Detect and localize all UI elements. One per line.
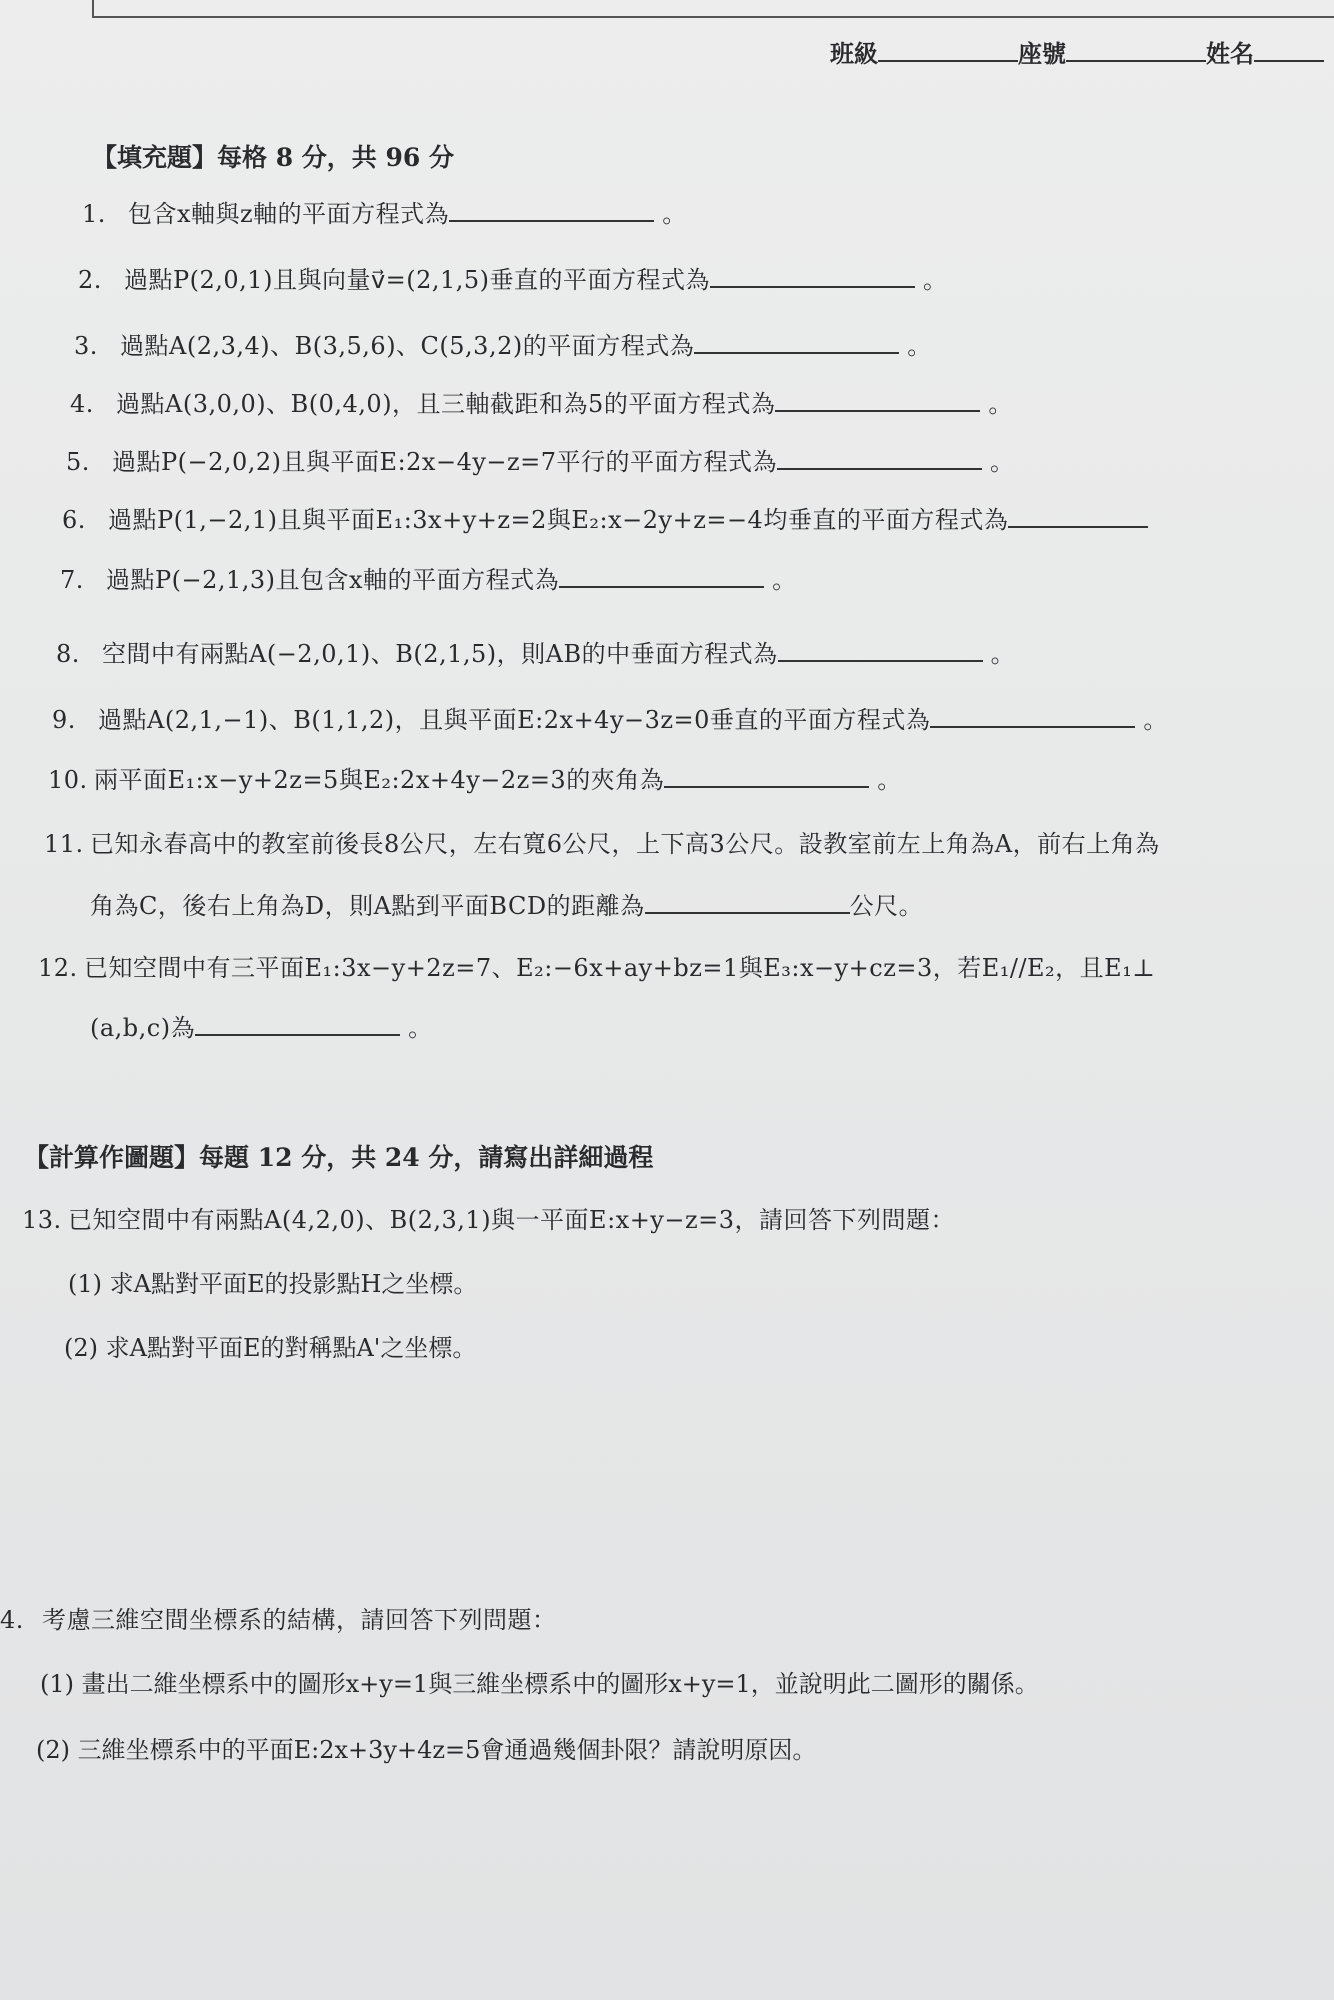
question-2: 2. 過點P(2,0,1)且與向量v⃗=(2,1,5)垂直的平面方程式為 。 (78, 260, 948, 295)
question-6: 6. 過點P(1,−2,1)且與平面E₁:3x+y+z=2與E₂:x−2y+z=−4均垂直的平面方程式為 (62, 500, 1148, 535)
question-14: 4. 考慮三維空間坐標系的結構，請回答下列問題： (0, 1606, 557, 1634)
question-9: 9. 過點A(2,1,−1)、B(1,1,2)，且與平面E:2x+4y−3z=0垂直的平面方程式為 。 (52, 700, 1168, 735)
seat-label: 座號 (1018, 39, 1066, 68)
question-13: 13. 已知空間中有兩點A(4,2,0)、B(2,3,1)與一平面E:x+y−z=3，請回答下列問題： (22, 1206, 955, 1234)
question-7: 7. 過點P(−2,1,3)且包含x軸的平面方程式為 。 (60, 560, 797, 595)
fill-in-section-title: 【填充題】每格 8 分，共 96 分 (92, 143, 455, 172)
name-label: 姓名 (1206, 39, 1254, 68)
question-14-part-2: (2) 三維坐標系中的平面E:2x+3y+4z=5會通過幾個卦限？請說明原因。 (36, 1736, 817, 1764)
seat-blank[interactable] (1066, 35, 1206, 62)
question-8: 8. 空間中有兩點A(−2,0,1)、B(2,1,5)，則AB的中垂面方程式為 。 (56, 634, 1015, 669)
student-info-header (830, 34, 1324, 69)
question-12-continued: (a,b,c)為 。 (44, 1008, 433, 1043)
class-blank[interactable] (878, 35, 1018, 62)
answer-blank[interactable] (664, 761, 869, 788)
answer-blank[interactable] (559, 561, 764, 588)
question-13-part-2: (2) 求A點對平面E的對稱點A'之坐標。 (64, 1334, 477, 1362)
name-blank[interactable] (1254, 35, 1324, 62)
answer-blank[interactable] (645, 887, 850, 914)
class-label: 班級 (830, 39, 878, 68)
answer-blank[interactable] (1008, 501, 1148, 528)
calculation-section-title: 【計算作圖題】每題 12 分，共 24 分，請寫出詳細過程 (24, 1143, 654, 1172)
answer-blank[interactable] (710, 261, 915, 288)
question-1: 1. 包含x軸與z軸的平面方程式為 。 (82, 194, 687, 229)
question-10: 10. 兩平面E₁:x−y+2z=5與E₂:2x+4y−2z=3的夾角為 。 (48, 760, 902, 795)
question-12: 12. 已知空間中有三平面E₁:3x−y+2z=7、E₂:−6x+ay+bz=1與E₃:x−y+cz=3，若E₁//E₂，且E₁⊥ (38, 954, 1156, 982)
top-frame-border (92, 0, 1334, 18)
answer-blank[interactable] (930, 701, 1135, 728)
question-13-part-1: (1) 求A點對平面E的投影點H之坐標。 (68, 1270, 478, 1298)
question-4: 4. 過點A(3,0,0)、B(0,4,0)，且三軸截距和為5的平面方程式為 。 (70, 384, 1013, 419)
answer-blank[interactable] (694, 327, 899, 354)
question-3: 3. 過點A(2,3,4)、B(3,5,6)、C(5,3,2)的平面方程式為 。 (74, 326, 932, 361)
answer-blank[interactable] (195, 1009, 400, 1036)
question-14-part-1: (1) 畫出二維坐標系中的圖形x+y=1與三維坐標系中的圖形x+y=1，並說明此二圖形的關係。 (40, 1670, 1039, 1698)
answer-blank[interactable] (777, 443, 982, 470)
question-11: 11. 已知永春高中的教室前後長8公尺，左右寬6公尺，上下高3公尺。設教室前左上角為A，前右上角為 (44, 830, 1160, 858)
answer-blank[interactable] (775, 385, 980, 412)
answer-blank[interactable] (449, 195, 654, 222)
question-5: 5. 過點P(−2,0,2)且與平面E:2x−4y−z=7平行的平面方程式為 。 (66, 442, 1015, 477)
question-11-continued: 角為C，後右上角為D，則A點到平面BCD的距離為 公尺。 (44, 886, 923, 921)
answer-blank[interactable] (778, 635, 983, 662)
